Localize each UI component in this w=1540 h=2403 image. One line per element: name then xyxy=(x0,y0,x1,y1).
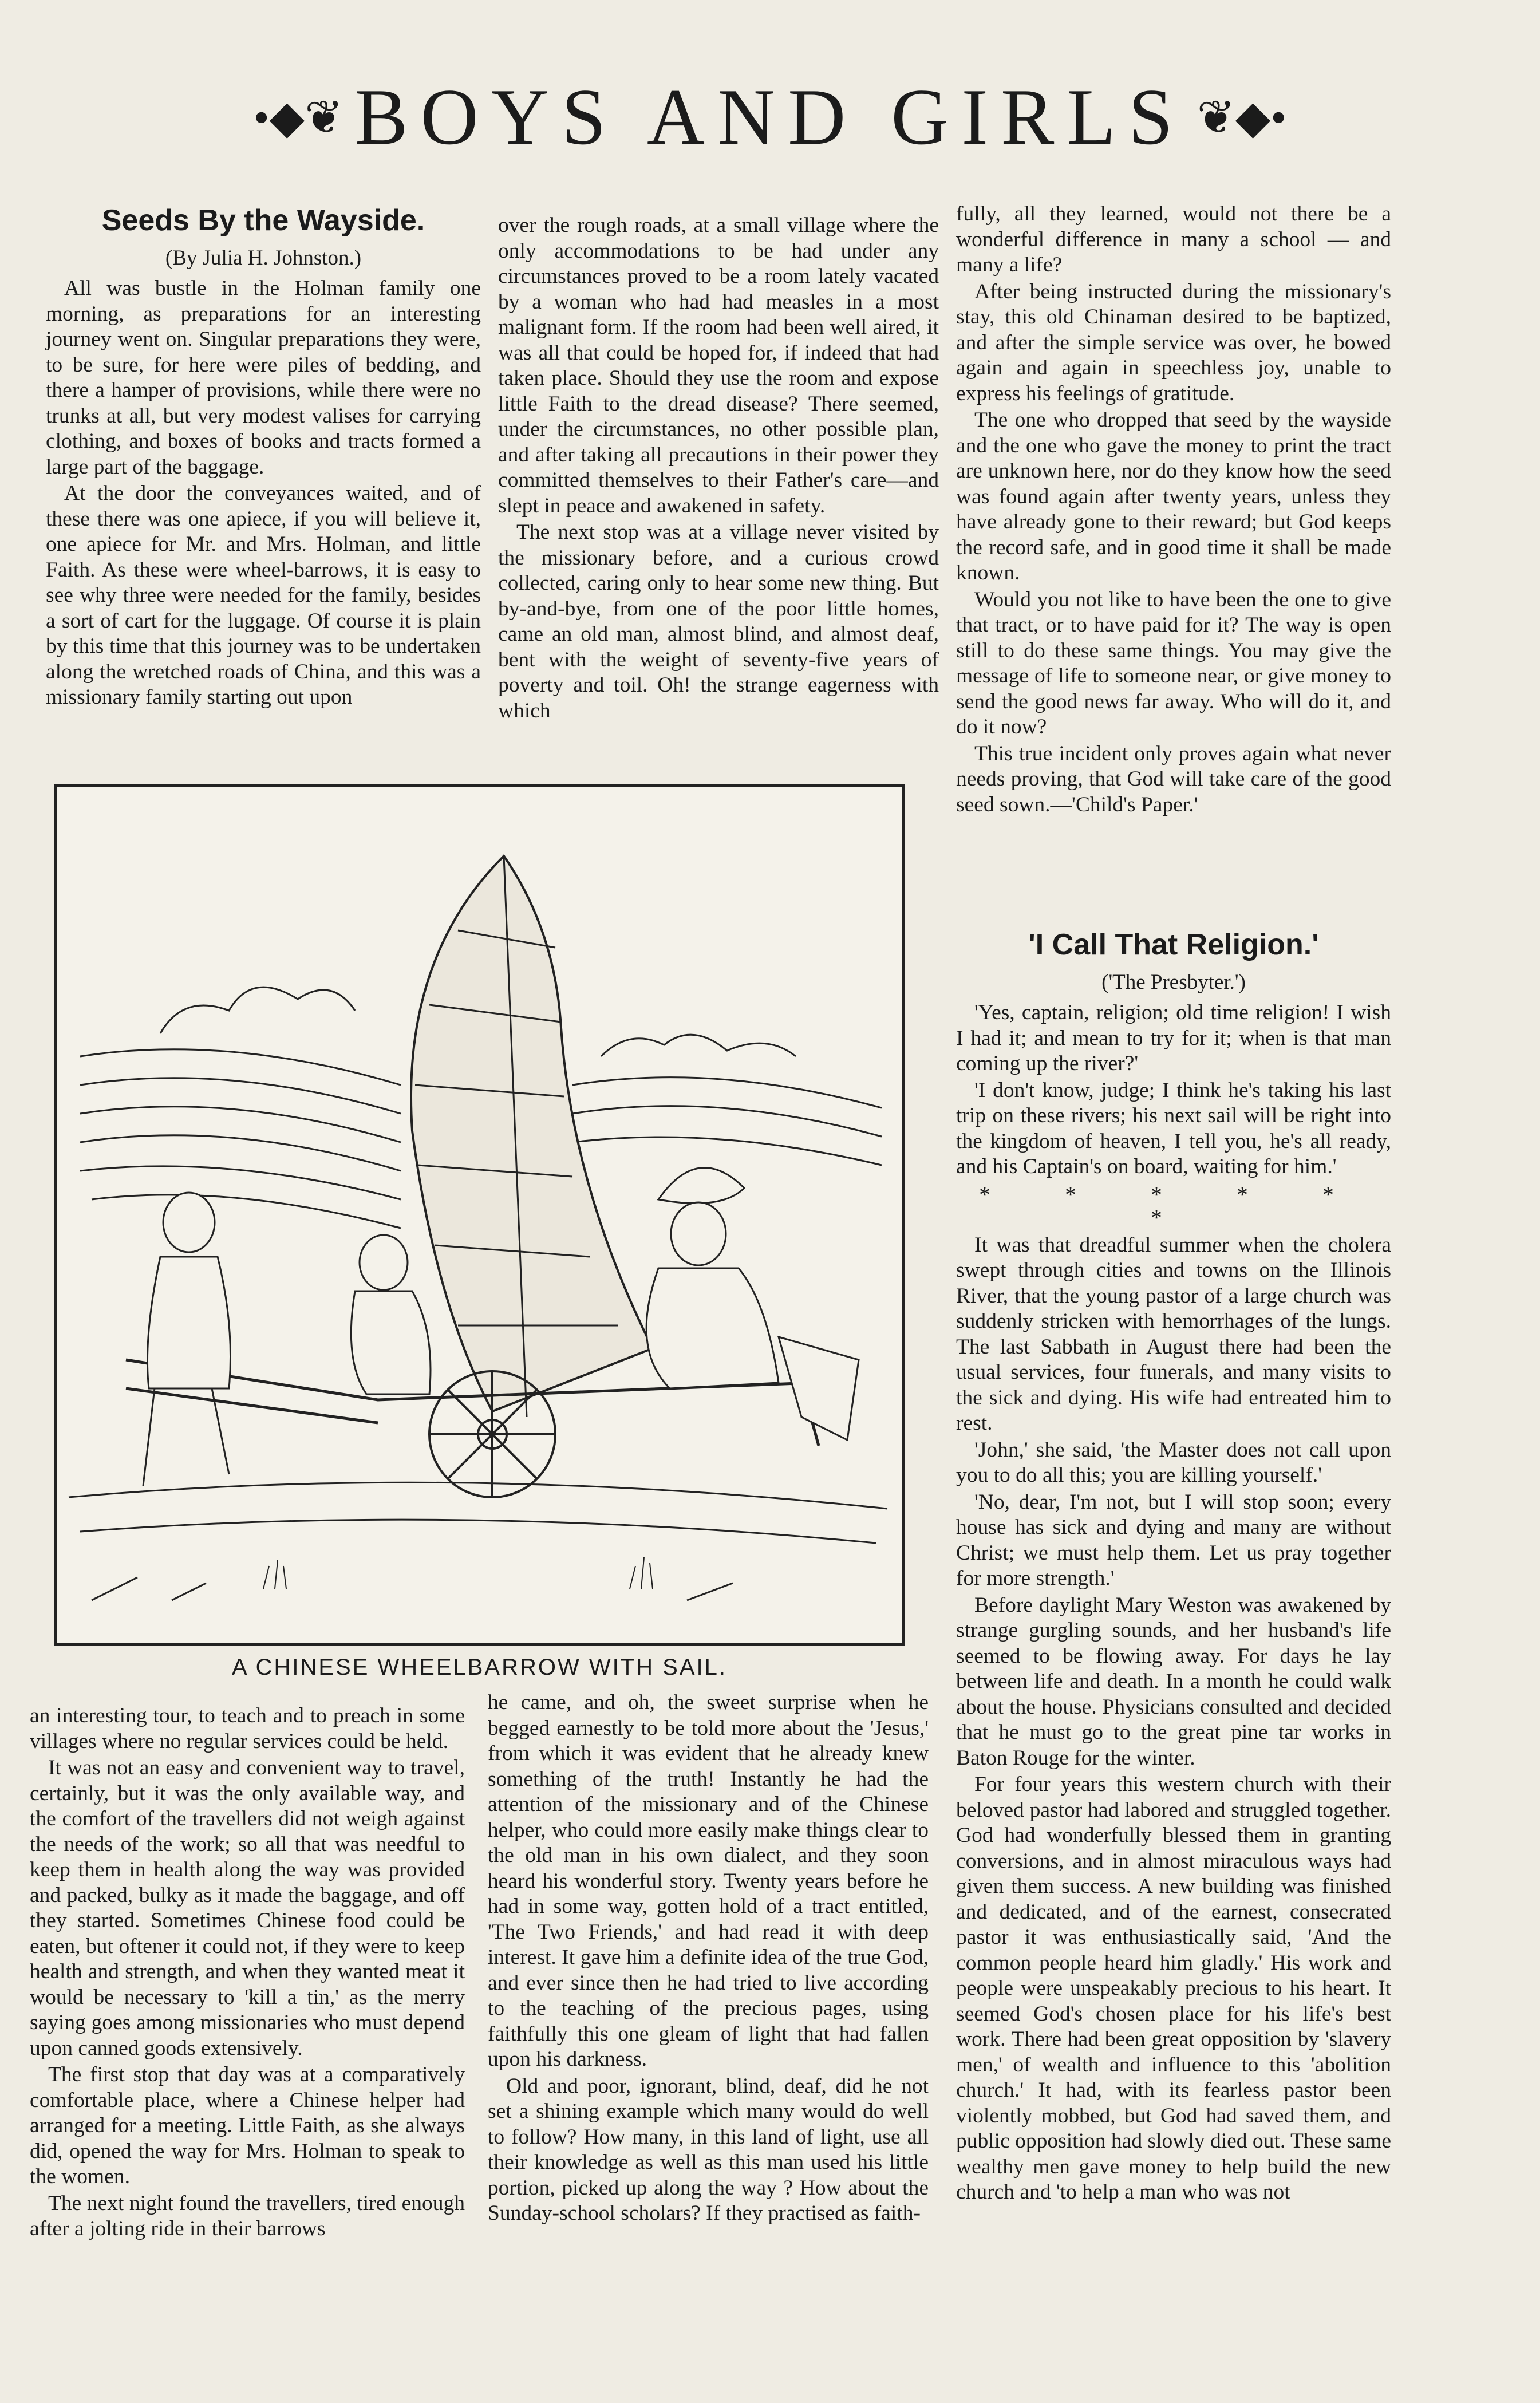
paragraph: All was bustle in the Holman family one morning, as preparations for an interesting journey went on. Singular preparations they were, to be sure, for here were piles of bedding, and there a hamper of provisions, while there were no trunks at all, but very modest valises for carrying clothing, and boxes of books and tracts formed a large part of the baggage. xyxy=(46,277,481,479)
paragraph: At the door the conveyances waited, and of these there was one apiece, if you will believe it, one apiece for Mr. and Mrs. Holman, and little Faith. As these were wheel-barrows, it is easy to see why three were needed for the family, besides a sort of cart for the luggage. Of course it is plain by this time that this journey was to be undertaken along the wretched roads of China, and this was a missionary family starting out upon xyxy=(46,482,481,709)
paragraph: he came, and oh, the sweet surprise when he begged earnestly to be told more about the 'Jesus,' from which it was evident that he already knew something of the truth! Instantly he had the attention of the missionary and of the Chinese helper, who could more easily make things clear to the old man in his own dialect, and they soon heard his wonderful story. Twenty years before he had in some way, gotten hold of a tract entitled, 'The Two Friends,' and had read it with deep interest. It gave him a definite idea of the true God, and ever since then he had tried to live according to the teaching of the precious pages, using faithfully this one gleam of light that had fallen upon his darkness. xyxy=(488,1691,929,2071)
paragraph: 'John,' she said, 'the Master does not call upon you to do all this; you are killing yourself.' xyxy=(956,1438,1391,1487)
left-ornament-icon: •◆❦ xyxy=(253,93,343,143)
paragraph: an interesting tour, to teach and to preach in some villages where no regular services could be held. xyxy=(30,1704,465,1753)
paragraph: The next stop was at a village never visited by the missionary before, and a curious crowd collected, caring only to hear some new thing. But by-and-bye, from one of the poor little homes, came an old man, almost blind, and almost deaf, bent with the weight of seventy-five years of poverty and toil. Oh! the strange eagerness with which xyxy=(498,520,939,723)
paragraph: Old and poor, ignorant, blind, deaf, did he not set a shining example which many would do well to follow? How many, in this land of light, use all their knowledge as well as this man used his little portion, picked up along the way ? How about the Sunday-school scholars? If they practised as faith- xyxy=(488,2074,929,2225)
article1-column-1 xyxy=(46,200,481,712)
right-ornament-icon: ❦◆• xyxy=(1197,93,1287,143)
article2-title: 'I Call That Religion.' xyxy=(1028,928,1319,961)
paragraph: 'Yes, captain, religion; old time religion! I wish I had it; and mean to try for it; when is that man coming up the river?' xyxy=(956,1001,1391,1075)
paragraph: The next night found the travellers, tired enough after a jolting ride in their barrows xyxy=(30,2191,465,2240)
article2-column xyxy=(956,925,1391,2207)
paragraph: After being instructed during the missionary's stay, this old Chinaman desired to be baptized, and after the simple service was over, he bowed again and again in speechless joy, unable to express his feelings of gratitude. xyxy=(956,279,1391,405)
paragraph: This true incident only proves again what never needs proving, that God will take care of the good seed sown.—'Child's Paper.' xyxy=(956,741,1391,816)
section-break-stars: * * * * * * xyxy=(979,1181,1368,1230)
paragraph: over the rough roads, at a small village where the only accommodations to be had under any circumstances proved to be a room lately vacated by a woman who had had measles in a most malignant form. If the room had been well aired, it was all that could be hoped for, if indeed that had taken place. Should they use the room and expose little Faith to the dread disease? There seemed, under the circumstances, no other possible plan, and after taking all precautions in their power they committed themselves to their Father's care—and slept in peace and awakened in safety. xyxy=(498,214,939,518)
paragraph: It was not an easy and convenient way to travel, certainly, but it was the only available way, and the comfort of the travellers did not weigh against the needs of the work; so all that was needful to keep them in health along the way was provided and packed, bulky as it made the baggage, and off they started. Sometimes Chinese food could be eaten, but oftener it could not, if they were to keep health and strength, and when they wanted meat it would be necessary to 'kill a tin,' as the merry saying goes among missionaries who must depend upon canned goods extensively. xyxy=(30,1756,465,2060)
article1-column-2 xyxy=(498,213,939,725)
paragraph: 'No, dear, I'm not, but I will stop soon; every house has sick and dying and many are without Christ; we must help them. Let us pray together for more strength.' xyxy=(956,1490,1391,1590)
section-title: BOYS AND GIRLS xyxy=(354,73,1186,161)
wheelbarrow-illustration xyxy=(54,784,905,1646)
paragraph: For four years this western church with their beloved pastor had labored and struggled together. God had wonderfully blessed them in granting conversions, and in almost miraculous ways had given them success. A new building was finished and dedicated, and of the earnest, consecrated pastor it was enthusiastically said, 'And the common people heard him gladly.' His work and people were unspeakably precious to his heart. It seemed God's chosen place for his life's best work. There had been great opposition by 'slavery men,' of wealth and influence to this 'abolition church.' It had, with its fearless pastor been violently mobbed, but God had saved them, and public opposition had slowly died out. These same wealthy men gave money to help build the new church and 'to help a man who was not xyxy=(956,1773,1391,2204)
paragraph: fully, all they learned, would not there be a wonderful difference in many a school — and many a life? xyxy=(956,202,1391,277)
masthead xyxy=(0,69,1540,166)
illustration-caption: A CHINESE WHEELBARROW WITH SAIL. xyxy=(231,1655,727,1680)
article1-byline: (By Julia H. Johnston.) xyxy=(165,246,362,270)
paragraph: The one who dropped that seed by the wayside and the one who gave the money to print the tract are unknown here, nor do they know how the seed was found again after twenty years, unless they have already gone to their reward; but God keeps the record safe, and in good time it shall be made known. xyxy=(956,408,1391,585)
paragraph: Would you not like to have been the one to give that tract, or to have paid for it? The way is open still to do these same things. You may give the message of life to someone near, or give money to send the good news far away. Who will do it, and do it now? xyxy=(956,587,1391,739)
paragraph: It was that dreadful summer when the cholera swept through cities and towns on the Illinois River, that the young pastor of a large church was suddenly stricken with hemorrhages of the lungs. The last Sabbath in August there had been the usual services, four funerals, and many visits to the sick and dying. His wife had entreated him to rest. xyxy=(956,1233,1391,1435)
article1-column-2-continued xyxy=(488,1690,929,2228)
article2-byline: ('The Presbyter.') xyxy=(1101,970,1246,994)
article1-column-3 xyxy=(956,202,1391,819)
wheelbarrow-drawing xyxy=(57,787,902,1643)
paragraph: The first stop that day was at a comparatively comfortable place, where a Chinese helper had arranged for a meeting. Little Faith, as she always did, opened the way for Mrs. Holman to speak to the women. xyxy=(30,2063,465,2188)
paragraph: 'I don't know, judge; I think he's taking his last trip on these rivers; his next sail will be right into the kingdom of heaven, I tell you, he's all ready, and his Captain's on board, waiting for him.' xyxy=(956,1078,1391,1178)
article1-column-1-continued xyxy=(30,1703,465,2243)
article1-title: Seeds By the Wayside. xyxy=(101,204,425,237)
paragraph: Before daylight Mary Weston was awakened by strange gurgling sounds, and her husband's life seemed to be flowing away. For days he lay between life and death. In a month he could walk about the house. Physicians consulted and decided that he must go to the great pine tar works in Baton Rouge for the winter. xyxy=(956,1593,1391,1770)
